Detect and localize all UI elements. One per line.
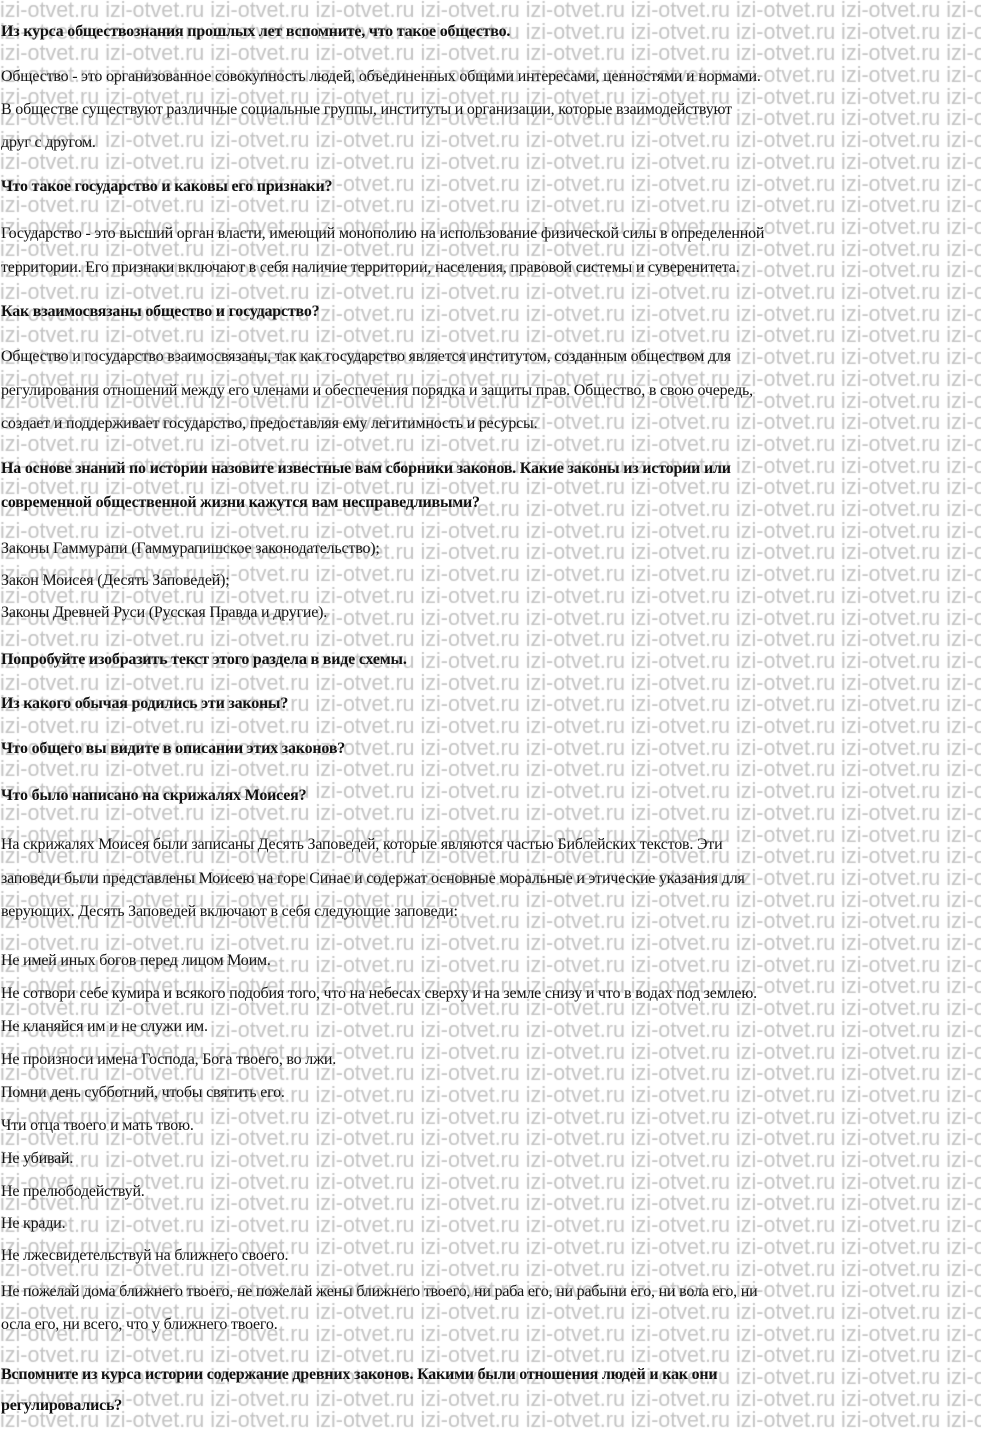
question-heading-line: Попробуйте изобразить текст этого раздела в виде схемы. [1,651,407,668]
answer-text-line: создает и поддерживает государство, предоставляя ему легитимность и ресурсы. [1,415,538,432]
question-heading-line: Что такое государство и каковы его признаки? [1,178,333,195]
answer-text-line: Законы Древней Руси (Русская Правда и другие). [1,604,328,621]
question-heading-line: Из какого обычая родились эти законы? [1,695,289,712]
answer-text-line: На скрижалях Моисея были записаны Десять Заповедей, которые являются частью Библейских текстов. Эти [1,836,723,853]
question-heading-line: современной общественной жизни кажутся вам несправедливыми? [1,494,480,511]
answer-text-line: Общество - это организованное совокупность людей, объединенных общими интересами, ценностями и нормами. [1,68,761,85]
answer-text-line: Государство - это высший орган власти, имеющий монополию на использование физической силы в определенной [1,225,765,242]
answer-text-line: В обществе существуют различные социальные группы, институты и организации, которые взаимодействуют [1,101,732,118]
answer-text-line: осла его, ни всего, что у ближнего твоего. [1,1316,278,1333]
answer-text-line: друг с другом. [1,134,96,151]
answer-text-line: Не лжесвидетельствуй на ближнего своего. [1,1247,289,1264]
question-heading-line: Что общего вы видите в описании этих законов? [1,740,346,757]
answer-text-line: Чти отца твоего и мать твою. [1,1117,194,1134]
answer-text-line: Не имей иных богов перед лицом Моим. [1,952,271,969]
answer-text-line: территории. Его признаки включают в себя наличие территории, населения, правовой системы и суверенитета. [1,259,740,276]
question-heading-line: Как взаимосвязаны общество и государство? [1,303,320,320]
answer-text-line: Общество и государство взаимосвязаны, так как государство является институтом, созданным обществом для [1,348,731,365]
question-heading-line: На основе знаний по истории назовите известные вам сборники законов. Какие законы из истории или [1,460,731,477]
answer-text-line: верующих. Десять Заповедей включают в себя следующие заповеди: [1,903,458,920]
answer-text-line: Не кланяйся им и не служи им. [1,1018,208,1035]
answer-text-line: Закон Моисея (Десять Заповедей); [1,572,230,589]
answer-text-line: регулирования отношений между его членами и обеспечения порядка и защиты прав. Общество, в свою очередь, [1,382,753,399]
answer-text-line: заповеди были представлены Моисею на горе Синае и содержат основные моральные и этические указания для [1,870,745,887]
answer-text-line: Не произноси имена Господа, Бога твоего, во лжи. [1,1051,337,1068]
question-heading-line: регулировались? [1,1397,123,1414]
question-heading-line: Из курса обществознания прошлых лет вспомните, что такое общество. [1,23,511,40]
answer-text-line: Законы Гаммурапи (Гаммурапишское законодательство); [1,540,380,557]
answer-text-line: Не убивай. [1,1150,74,1167]
answer-text-line: Не кради. [1,1215,66,1232]
answer-text-line: Не прелюбодействуй. [1,1183,145,1200]
answer-text-line: Не пожелай дома ближнего твоего, не пожелай жены ближнего твоего, ни раба его, ни рабыни его, ни вола его, ни [1,1283,758,1300]
question-heading-line: Что было написано на скрижалях Моисея? [1,787,307,804]
answer-text-line: Не сотвори себе кумира и всякого подобия того, что на небесах сверху и на земле снизу и что в водах под землею. [1,985,757,1002]
answer-text-line: Помни день субботний, чтобы святить его. [1,1084,285,1101]
question-heading-line: Вспомните из курса истории содержание древних законов. Какими были отношения людей и как они [1,1366,718,1383]
